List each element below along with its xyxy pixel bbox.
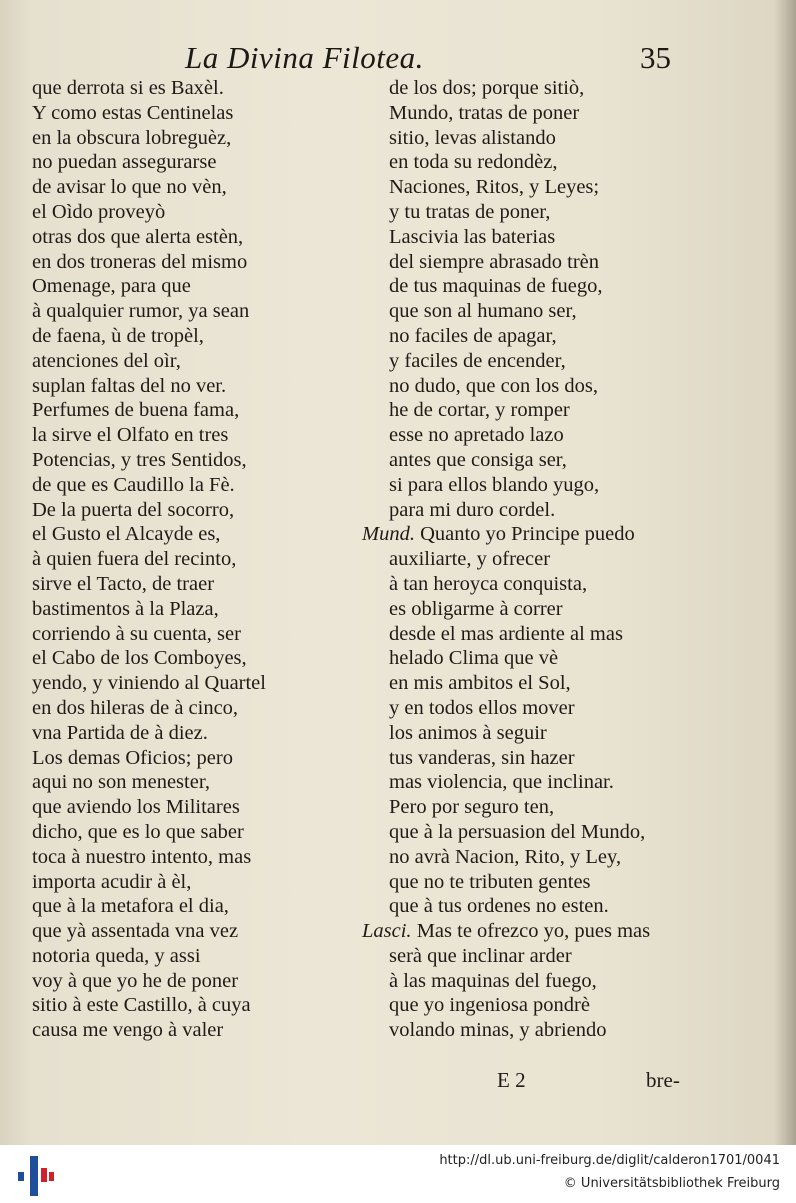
verse-line	[32, 696, 352, 721]
verse-line	[32, 870, 352, 895]
verse-text: de los dos; porque sitiò,	[389, 77, 585, 99]
verse-line	[32, 969, 352, 994]
verse-line	[32, 448, 352, 473]
verse-line	[362, 274, 702, 299]
verse-line	[32, 820, 352, 845]
verse-text: que no te tributen gentes	[389, 870, 591, 893]
verse-line	[32, 547, 352, 572]
verse-text: sitio à este Castillo, à cuya	[32, 994, 251, 1017]
verse-text: vna Partida de à diez.	[32, 721, 208, 744]
verse-line	[362, 126, 702, 151]
verse-line	[32, 225, 352, 250]
verse-text: en dos hileras de à cinco,	[32, 696, 239, 719]
verse-line	[32, 101, 352, 126]
verse-text: de avisar lo que no vèn,	[32, 176, 227, 199]
speaker-label: Lasci.	[362, 920, 417, 943]
verse-line	[32, 374, 352, 399]
verse-text: para mi duro cordel.	[389, 498, 556, 521]
verse-text: desde el mas ardiente al mas	[389, 622, 623, 645]
verse-text: serà que inclinar arder	[389, 944, 572, 967]
verse-text: notoria queda, y assi	[32, 944, 201, 967]
verse-text: antes que consiga ser,	[389, 448, 567, 471]
verse-line	[32, 349, 352, 374]
verse-text: Los demas Oficios; pero	[32, 746, 233, 769]
verse-line	[32, 572, 352, 597]
verse-text: de faena, ù de tropèl,	[32, 324, 204, 347]
verse-text: à quien fuera del recinto,	[32, 548, 237, 571]
verse-text: Quanto yo Principe puedo	[420, 523, 635, 546]
verse-line	[32, 200, 352, 225]
verse-text: esse no apretado lazo	[389, 424, 564, 447]
verse-line	[362, 671, 702, 696]
verse-text: no puedan assegurarse	[32, 151, 217, 174]
verse-text: en mis ambitos el Sol,	[389, 672, 571, 695]
verse-line	[362, 200, 702, 225]
verse-text: à tan heroyca conquista,	[389, 572, 588, 595]
verse-text: los animos à seguir	[389, 721, 547, 744]
verse-text: Lascivia las baterias	[389, 225, 556, 248]
verse-line	[32, 721, 352, 746]
verse-text: suplan faltas del no ver.	[32, 374, 227, 397]
verse-line	[32, 522, 352, 547]
verse-text: Y como estas Centinelas	[32, 101, 234, 124]
verse-line	[32, 76, 352, 101]
verse-line	[32, 919, 352, 944]
verse-text: la sirve el Olfato en tres	[32, 424, 229, 447]
verse-text: auxiliarte, y ofrecer	[389, 548, 551, 571]
verse-text: y en todos ellos mover	[389, 696, 575, 719]
verse-line	[362, 423, 702, 448]
verse-line	[32, 993, 352, 1018]
verse-text: importa acudir à èl,	[32, 870, 192, 893]
verse-line	[32, 944, 352, 969]
verse-text: de que es Caudillo la Fè.	[32, 473, 235, 496]
verse-line	[362, 597, 702, 622]
verse-line	[32, 498, 352, 523]
verse-line	[362, 820, 702, 845]
verse-text: he de cortar, y romper	[389, 399, 570, 422]
verse-text: aqui no son menester,	[32, 771, 210, 794]
verse-line	[362, 150, 702, 175]
verse-line	[362, 225, 702, 250]
verse-line	[362, 76, 702, 101]
verse-line	[32, 423, 352, 448]
verse-line	[32, 398, 352, 423]
verse-line	[32, 646, 352, 671]
verse-line	[32, 299, 352, 324]
verse-line	[362, 572, 702, 597]
verse-text: Potencias, y tres Sentidos,	[32, 448, 247, 471]
verse-line	[32, 126, 352, 151]
verse-text: en la obscura lobreguèz,	[32, 126, 232, 149]
verse-text: voy à que yo he de poner	[32, 969, 239, 992]
printer-signature-mark: E 2	[497, 1068, 526, 1092]
verse-line	[362, 622, 702, 647]
verse-text: helado Clima que vè	[389, 647, 559, 670]
copyright-notice: © Universitätsbibliothek Freiburg	[563, 1176, 780, 1191]
verse-text: y faciles de encender,	[389, 349, 566, 372]
verse-text: que à la persuasion del Mundo,	[389, 820, 646, 843]
verse-line	[32, 324, 352, 349]
verse-text: dicho, que es lo que saber	[32, 820, 244, 843]
verse-text: corriendo à su cuenta, ser	[32, 622, 241, 645]
verse-text: que yà assentada vna vez	[32, 920, 239, 943]
verse-line	[362, 795, 702, 820]
verse-line	[32, 795, 352, 820]
verse-line	[32, 845, 352, 870]
page-header	[0, 38, 796, 78]
verse-text: volando minas, y abriendo	[389, 1019, 607, 1042]
verse-text: en toda su redondèz,	[389, 151, 558, 174]
verse-line	[32, 597, 352, 622]
verse-text: sitio, levas alistando	[389, 126, 556, 149]
verse-line	[362, 374, 702, 399]
verse-line	[32, 250, 352, 275]
verse-text: no faciles de apagar,	[389, 324, 557, 347]
verse-line	[362, 993, 702, 1018]
verse-line	[362, 349, 702, 374]
verse-text: tus vanderas, sin hazer	[389, 746, 575, 769]
verse-line	[362, 473, 702, 498]
verse-line	[32, 746, 352, 771]
verse-line	[362, 696, 702, 721]
verse-line	[362, 746, 702, 771]
verse-line	[32, 622, 352, 647]
verse-line	[362, 522, 702, 547]
verse-text: Perfumes de buena fama,	[32, 399, 240, 422]
verse-line	[362, 299, 702, 324]
verse-text: bastimentos à la Plaza,	[32, 597, 219, 620]
left-text-column	[32, 76, 352, 1043]
verse-text: Omenage, para que	[32, 275, 191, 298]
verse-line	[362, 919, 702, 944]
verse-text: si para ellos blando yugo,	[389, 473, 600, 496]
page-number: 35	[640, 40, 671, 75]
verse-line	[32, 770, 352, 795]
verse-text: Mas te ofrezco yo, pues mas	[416, 920, 651, 943]
verse-text: à las maquinas del fuego,	[389, 969, 597, 992]
verse-text: mas violencia, que inclinar.	[389, 771, 614, 794]
verse-text: que à la metafora el dia,	[32, 895, 229, 918]
verse-line	[362, 969, 702, 994]
verse-line	[362, 646, 702, 671]
verse-line	[362, 498, 702, 523]
verse-text: es obligarme à correr	[389, 597, 563, 620]
verse-text: que derrota si es Baxèl.	[32, 77, 224, 99]
catchword: bre-	[646, 1068, 680, 1092]
verse-text: atenciones del oìr,	[32, 349, 181, 372]
verse-text: del siempre abrasado trèn	[389, 250, 600, 273]
verse-text: De la puerta del socorro,	[32, 498, 235, 521]
verse-line	[32, 473, 352, 498]
verse-line	[362, 1018, 702, 1043]
verse-line	[362, 448, 702, 473]
verse-text: que yo ingeniosa pondrè	[389, 994, 590, 1017]
speaker-label: Mund.	[362, 523, 421, 546]
verse-text: causa me vengo à valer	[32, 1019, 224, 1042]
verse-text: y tu tratas de poner,	[389, 200, 551, 223]
verse-text: que à tus ordenes no esten.	[389, 895, 609, 918]
verse-text: Pero por seguro ten,	[389, 796, 555, 819]
verse-text: no avrà Nacion, Rito, y Ley,	[389, 845, 622, 868]
verse-line	[362, 845, 702, 870]
verse-line	[362, 870, 702, 895]
verse-line	[362, 324, 702, 349]
verse-line	[362, 547, 702, 572]
verse-line	[32, 1018, 352, 1043]
verse-text: otras dos que alerta estèn,	[32, 225, 244, 248]
verse-text: el Cabo de los Comboyes,	[32, 647, 247, 670]
verse-line	[32, 671, 352, 696]
right-text-column	[362, 76, 702, 1043]
verse-text: el Oìdo proveyò	[32, 200, 166, 223]
verse-line	[32, 274, 352, 299]
verse-line	[362, 101, 702, 126]
verse-line	[362, 721, 702, 746]
verse-line	[362, 250, 702, 275]
verse-text: no dudo, que con los dos,	[389, 374, 598, 397]
verse-text: yendo, y viniendo al Quartel	[32, 672, 266, 695]
verse-text: de tus maquinas de fuego,	[389, 275, 603, 298]
verse-line	[32, 175, 352, 200]
university-library-logo-icon	[14, 1156, 54, 1196]
verse-line	[32, 894, 352, 919]
verse-line	[362, 175, 702, 200]
verse-text: en dos troneras del mismo	[32, 250, 248, 273]
verse-text: que aviendo los Militares	[32, 796, 240, 819]
running-title: La Divina Filotea.	[185, 40, 424, 75]
viewer-footer	[0, 1145, 796, 1203]
verse-text: sirve el Tacto, de traer	[32, 572, 215, 595]
verse-line	[362, 398, 702, 423]
verse-line	[32, 150, 352, 175]
verse-text: que son al humano ser,	[389, 300, 577, 323]
verse-text: Naciones, Ritos, y Leyes;	[389, 176, 600, 199]
verse-text: Mundo, tratas de poner	[389, 101, 580, 124]
document-url-link[interactable]: http://dl.ub.uni-freiburg.de/diglit/calderon1701/0041	[439, 1153, 780, 1168]
verse-line	[362, 894, 702, 919]
verse-text: à qualquier rumor, ya sean	[32, 300, 250, 323]
verse-text: el Gusto el Alcayde es,	[32, 523, 221, 546]
verse-line	[362, 944, 702, 969]
verse-line	[362, 770, 702, 795]
page-edge-shadow	[774, 0, 796, 1145]
verse-text: toca à nuestro intento, mas	[32, 845, 252, 868]
